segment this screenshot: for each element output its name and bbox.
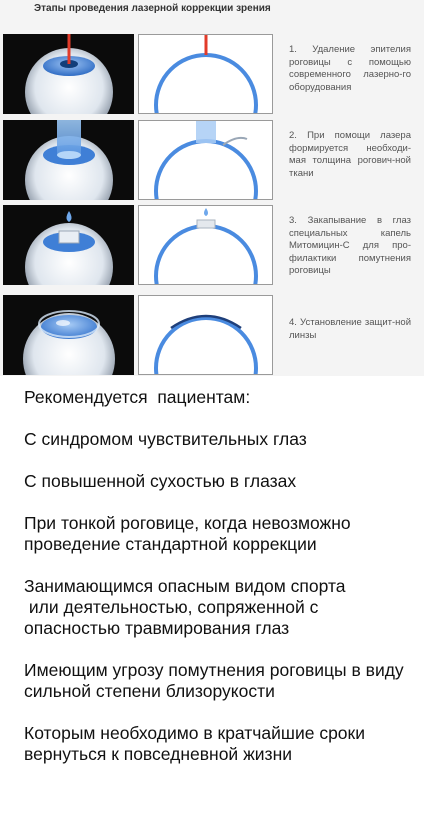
step-row-4 [0, 295, 424, 375]
recommendations-section [24, 387, 419, 786]
step-1-cornea-diagram [138, 34, 273, 114]
step-4-eye-photo [3, 295, 134, 375]
step-row-1 [0, 34, 424, 114]
step-2-cornea-diagram [138, 120, 273, 200]
infographic-title: Этапы проведения лазерной коррекции зрения [34, 3, 271, 14]
step-2-caption: 2. При помощи лазера формируется необходи-мая толщина рогович-ной ткани [289, 130, 411, 179]
recommendation-item: Которым необходимо в кратчайшие сроки вернуться к повседневной жизни [24, 723, 370, 764]
step-1-eye-photo [3, 34, 134, 114]
recommendation-item: При тонкой роговице, когда невозможно проведение стандартной коррекции [24, 513, 356, 554]
step-4-cornea-diagram [138, 295, 273, 375]
step-4-caption: 4. Установление защит-ной линзы [289, 317, 411, 341]
laser-correction-infographic [0, 0, 424, 376]
recommendation-item: Имеющим угрозу помутнения роговицы в виду сильной степени близорукости [24, 660, 409, 701]
recommendations-heading: Рекомендуется пациентам: [24, 387, 251, 407]
step-row-2 [0, 120, 424, 200]
step-3-caption: 3. Закапывание в глаз специальных капель Митомицин-С для про-филактики помутнения роговицы [289, 215, 411, 276]
recommendation-item: Занимающимся опасным видом спорта или деятельностью, сопряженной с опасностью травмирования глаз [24, 576, 346, 638]
step-1-caption: 1. Удаление эпителия роговицы с помощью современного лазерно-го оборудования [289, 44, 411, 93]
step-row-3 [0, 205, 424, 285]
recommendation-item: С повышенной сухостью в глазах [24, 471, 297, 491]
step-3-cornea-diagram [138, 205, 273, 285]
recommendation-item: С синдромом чувствительных глаз [24, 429, 307, 449]
step-2-eye-photo [3, 120, 134, 200]
step-3-eye-photo [3, 205, 134, 285]
